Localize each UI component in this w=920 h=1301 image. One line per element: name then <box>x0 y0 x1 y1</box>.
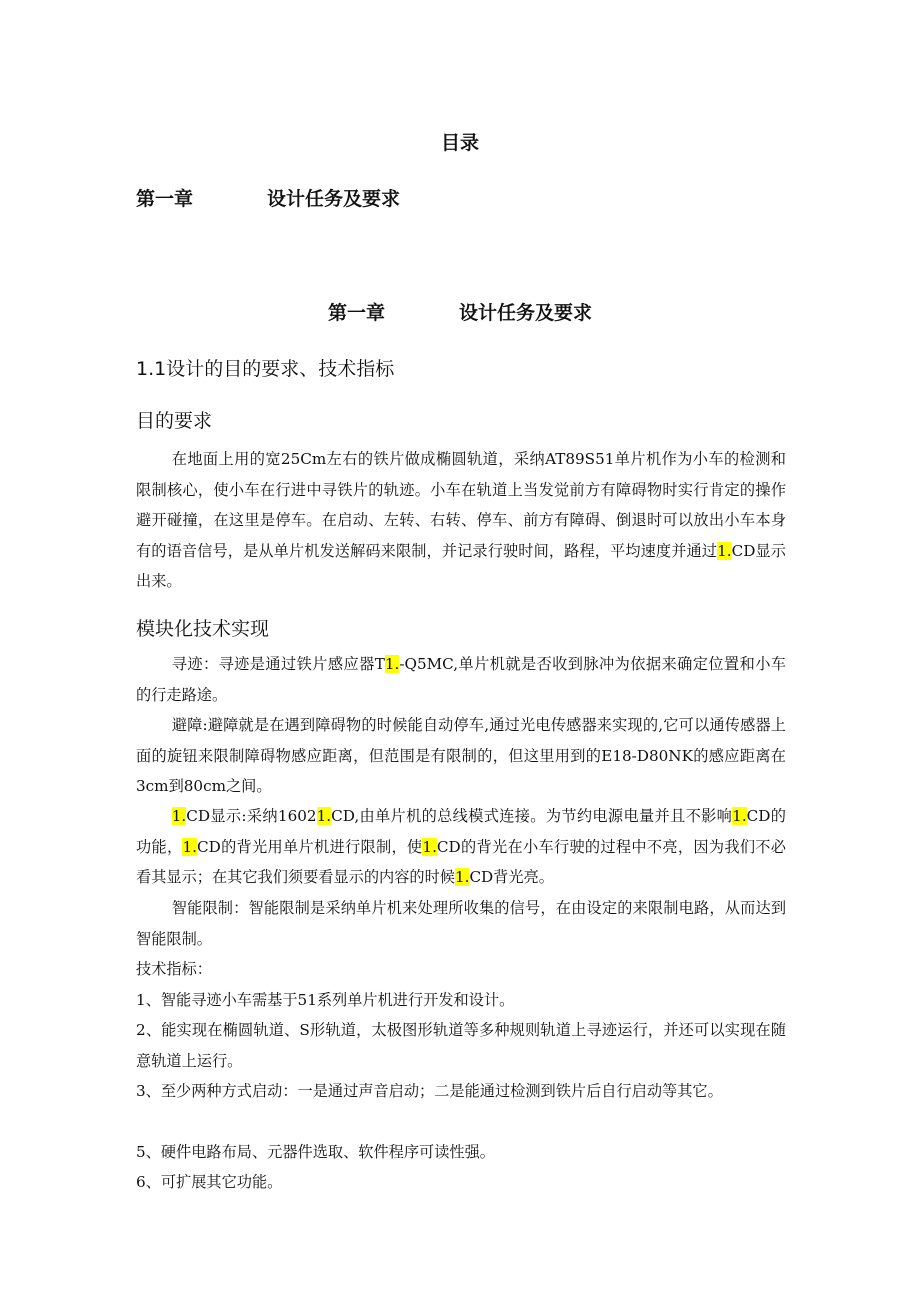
purpose-text-2: CD显示出来。 <box>136 541 786 590</box>
section-heading-1-1: 1.1设计的目的要求、技术指标 <box>136 358 395 380</box>
lcd-paragraph <box>136 801 786 893</box>
lcd-text-2: CD,由单片机的总线模式连接。为节约电源电量并且不影响 <box>331 807 733 825</box>
spec-item-1: 1、智能寻迹小车需基于51系列单片机进行开发和设计。 <box>136 991 515 1009</box>
lcd-text-5: CD的背光在小车行驶的过程中不亮，因为我们不必看其显示；在其它我们须要看显示的内容的时候 <box>136 837 786 886</box>
highlight-mark: 1. <box>454 868 470 886</box>
tracking-paragraph <box>136 649 786 710</box>
toc-entry-chapter-1[interactable] <box>136 184 400 211</box>
specs-label: 技术指标： <box>136 960 212 978</box>
toc-entry-chapter-number: 第一章 <box>136 188 194 210</box>
avoid-paragraph: 避障:避障就是在遇到障碍物的时候能自动停车,通过光电传感器来实现的,它可以通传感器上面的旋钮来限制障碍物感应距离，但范围是有限制的，但这里用到的E18-D80NK的感应距离在3cm到80cm之间。 <box>136 716 786 795</box>
chapter-title: 设计任务及要求 <box>459 302 593 324</box>
chapter-heading <box>0 298 920 325</box>
lcd-text-1: CD显示:采纳1602 <box>186 807 317 825</box>
toc-entry-chapter-title: 设计任务及要求 <box>267 188 401 210</box>
lcd-text-3: CD的功能， <box>136 807 786 856</box>
highlight-mark: 1. <box>171 807 187 825</box>
spec-item-5: 5、硬件电路布局、元器件选取、软件程序可读性强。 <box>136 1143 495 1161</box>
chapter-number: 第一章 <box>327 302 385 324</box>
modular-heading: 模块化技术实现 <box>136 618 270 640</box>
tracking-text-1: 寻迹：寻迹是通过铁片感应器T <box>171 655 385 673</box>
purpose-heading: 目的要求 <box>136 410 213 432</box>
lcd-text-4: CD的背光用单片机进行限制，使 <box>196 837 423 856</box>
spec-item-3: 3、至少两种方式启动：一是通过声音启动；二是能通过检测到铁片后自行启动等其它。 <box>136 1082 723 1100</box>
highlight-mark: 1. <box>717 541 732 560</box>
highlight-mark: 1. <box>384 655 400 673</box>
highlight-mark: 1. <box>316 807 332 825</box>
highlight-mark: 1. <box>422 837 437 856</box>
spec-item-6: 6、可扩展其它功能。 <box>136 1173 283 1191</box>
spec-item-2: 2、能实现在椭圆轨道、S形轨道，太极图形轨道等多种规则轨道上寻迹运行，并还可以实现在随意轨道上运行。 <box>136 1021 786 1070</box>
highlight-mark: 1. <box>732 807 747 825</box>
lcd-text-6: CD背光亮。 <box>469 868 554 886</box>
highlight-mark: 1. <box>182 837 197 856</box>
smart-control-paragraph: 智能限制：智能限制是采纳单片机来处理所收集的信号，在由设定的来限制电路，从而达到智能限制。 <box>136 899 786 948</box>
toc-title: 目录 <box>440 132 479 154</box>
tracking-text-2: -Q5MC,单片机就是否收到脉冲为依据来确定位置和小车的行走路途。 <box>136 655 786 704</box>
purpose-paragraph <box>136 444 786 597</box>
purpose-text-1: 在地面上用的宽25Cm左右的铁片做成椭圆轨道，采纳AT89S51单片机作为小车的检测和限制核心，使小车在行进中寻铁片的轨迹。小车在轨道上当发觉前方有障碍物时实行肯定的操作避开碰撞，在这里是停车。在启动、左转、右转、停车、前方有障碍、倒退时可以放出小车本身有的语音信号，是从单片机发送解码来限制，并记录行驶时间，路程，平均速度并通过 <box>136 450 786 560</box>
